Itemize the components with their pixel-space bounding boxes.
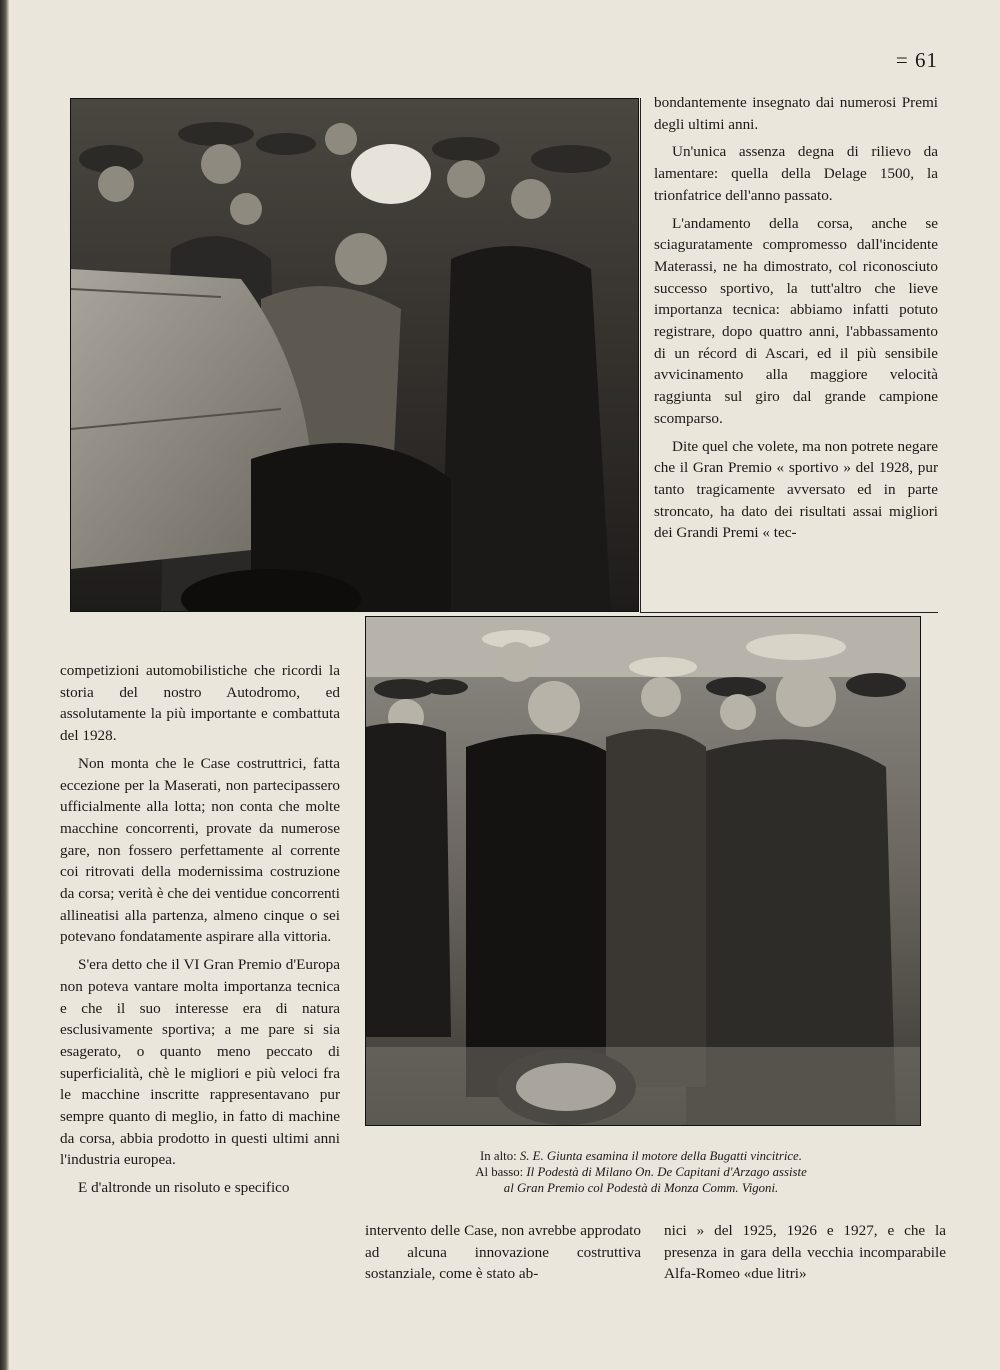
paragraph: S'era detto che il VI Gran Premio d'Europa non poteva vantare molta importanza tecnica e che il suo interesse era di natura esclusivamente sportiva; a me pare si sia esagerato, o quanto meno peccato di superficialità, chè le migliori e più veloci fra le macchine inscritte rappresentavano pur sempre quanto di meglio, in fatto di machine da corsa, abbia prodotto in questi ultimi anni l'industria europea. [60,956,340,1169]
paragraph: intervento delle Case, non avrebbe approdato ad alcuna innovazione costruttiva sostanziale, come è stato ab- [365,1222,641,1283]
paragraph: Un'unica assenza degna di rilievo da lamentare: quella della Delage 1500, la trionfatrice dell'anno passato. [654,143,938,204]
photo-top [70,98,639,612]
photo-bottom [365,616,921,1126]
paragraph: Dite quel che volete, ma non potrete negare che il Gran Premio « sportivo » del 1928, pur tanto tragicamente avversato ed in parte stroncato, ha dato dei risultati assai migliori dei Grandi Premi « tec- [654,437,938,542]
caption-lead: Al basso: [475,1165,524,1179]
text-column-bottom-middle [365,1220,641,1291]
page-binding-edge [0,0,9,1370]
paragraph: E d'altronde un risoluto e specifico [78,1179,290,1197]
photo-top-image [71,99,638,611]
caption-text: al Gran Premio col Podestà di Monza Comm. Vigoni. [503,1181,779,1195]
column-rule-vertical [640,98,641,612]
caption-lead: In alto: [480,1149,517,1163]
paragraph: L'andamento della corsa, anche se sciaguratamente compromesso dall'incidente Materassi, ne ha dimostrato, col riconosciuto successo sportivo, la tutt'altro che lieve importanza tecnica: abbiamo infatti potuto registrare, dopo quattro anni, l'abbassamento di un récord di Ascari, ed il più sensibile avvicinamento alla maggiore velocità raggiunta sul giro dal grande campione scomparso. [654,214,938,427]
paragraph: Non monta che le Case costruttrici, fatta eccezione per la Maserati, non partecipassero ufficialmente alla lotta; non conta che molte macchine concorrenti, provate da numerose gare, non fossero perfettamente al corrente coi ritrovati della modernissima costruzione da corsa; verità è che dei ventidue concorrenti allineatisi alla partenza, almeno cinque o sei potevano fondatamente aspirare alla vittoria. [60,754,340,946]
paragraph: bondantemente insegnato dai numerosi Premi degli ultimi anni. [654,94,938,133]
photo-bottom-image [366,617,920,1125]
paragraph: nici » del 1925, 1926 e 1927, e che la presenza in gara della vecchia incomparabile Alfa-Romeo «due litri» [664,1222,946,1283]
caption-text: Il Podestà di Milano On. De Capitani d'Arzago assiste [526,1165,807,1179]
page-number: = 61 [895,48,938,72]
caption-line-1 [365,1148,917,1164]
caption-line-2 [365,1164,917,1180]
column-rule-horizontal [640,612,938,613]
text-column-right-top [654,92,938,550]
text-column-bottom-right [664,1220,946,1291]
caption-text: S. E. Giunta esamina il motore della Bugatti vincitrice. [519,1149,802,1163]
photo-caption [365,1148,917,1196]
caption-line-3 [365,1180,917,1196]
paragraph: competizioni automobilistiche che ricordi la storia del nostro Autodromo, ed assolutamente la più importante e combattuta del 1928. [60,662,340,745]
text-column-left [60,660,340,1205]
